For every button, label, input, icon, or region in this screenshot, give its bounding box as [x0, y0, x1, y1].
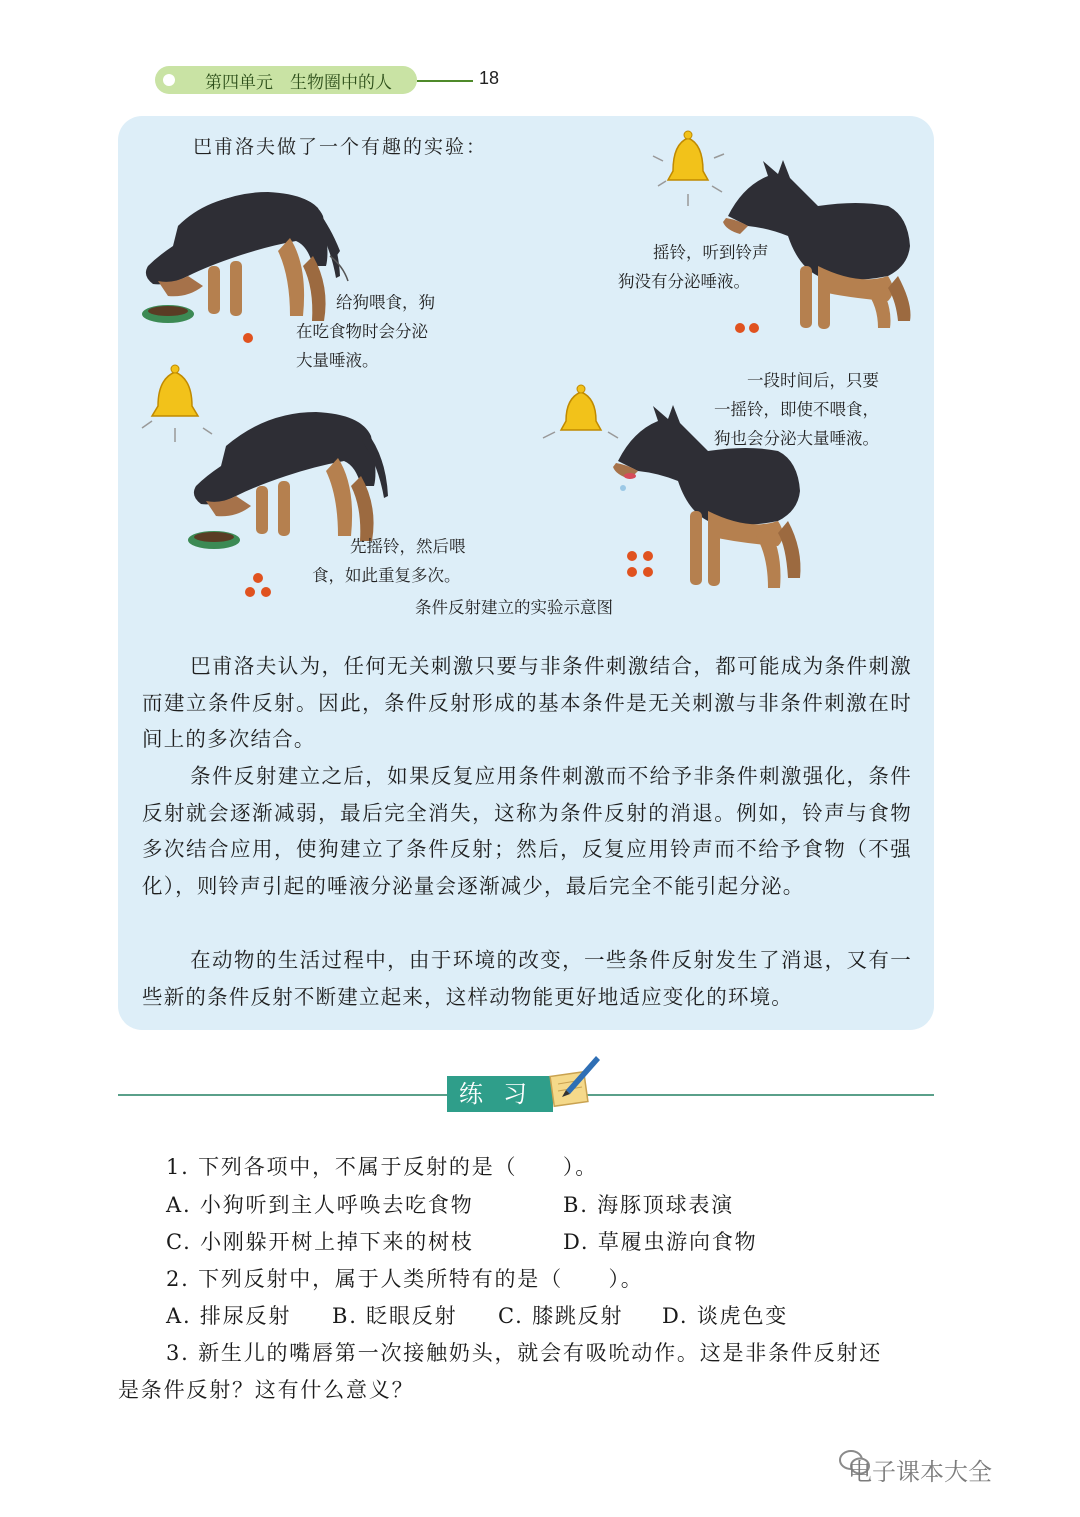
- question-1-option-a: A. 小狗听到主人呼唤去吃食物: [166, 1193, 474, 1217]
- question-2-option-c: C. 膝跳反射: [498, 1304, 624, 1328]
- caption-bell: [618, 238, 769, 296]
- intro-text: 巴甫洛夫做了一个有趣的实验：: [193, 136, 488, 158]
- experiment-box: [118, 116, 934, 1030]
- header-unit-title: 第四单元 生物圈中的人: [205, 73, 392, 93]
- page-number: 18: [479, 68, 500, 88]
- caption-after-line1: 一段时间后，只要: [747, 371, 879, 390]
- paragraph-2-text: 条件反射建立之后，如果反复应用条件刺激而不给予非条件刺激强化，条件反射就会逐渐减弱，最后完全消失，这称为条件反射的消退。例如，铃声与食物多次结合应用，使狗建立了条件反射；然后，反复应用铃声而不给予食物（不强化），则铃声引起的唾液分泌量会逐渐减少，最后完全不能引起分泌。: [142, 764, 912, 898]
- bell-icon-2: [142, 365, 212, 442]
- watermark-text: 电子课本大全: [848, 1458, 992, 1486]
- caption-after-line3: 狗也会分泌大量唾液。: [714, 429, 879, 448]
- saliva-dots-panel2: [734, 322, 774, 342]
- caption-feed-line2: 在吃食物时会分泌: [296, 322, 428, 341]
- question-3-line2: 是条件反射？这有什么意义？: [118, 1378, 415, 1402]
- question-2-option-d: D. 谈虎色变: [662, 1304, 789, 1328]
- question-1-option-c: C. 小刚躲开树上掉下来的树枝: [166, 1230, 474, 1254]
- saliva-dots-panel1: [242, 332, 262, 352]
- pen-notebook-icon: [544, 1050, 604, 1110]
- bell-icon-1: [653, 131, 724, 206]
- caption-after-line2: 一摇铃，即使不喂食，: [714, 400, 879, 419]
- saliva-dots-panel4: [626, 550, 666, 590]
- paragraph-1: [142, 648, 912, 758]
- exercise-title: 练习: [447, 1076, 553, 1112]
- paragraph-3: [142, 942, 912, 1015]
- caption-both: [312, 532, 466, 590]
- saliva-dots-panel3: [242, 572, 282, 612]
- caption-feed-line3: 大量唾液。: [296, 351, 379, 370]
- caption-both-line2: 食，如此重复多次。: [312, 566, 461, 585]
- question-1-option-d: D. 草履虫游向食物: [563, 1230, 758, 1254]
- caption-feed-line1: 给狗喂食，狗: [336, 293, 435, 312]
- paragraph-2: [142, 758, 912, 904]
- paragraph-3-text: 在动物的生活过程中，由于环境的改变，一些条件反射发生了消退，又有一些新的条件反射不断建立起来，这样动物能更好地适应变化的环境。: [142, 948, 912, 1009]
- header-dot-icon: [163, 74, 175, 86]
- figure-caption: 条件反射建立的实验示意图: [415, 598, 613, 617]
- paragraph-1-text: 巴甫洛夫认为，任何无关刺激只要与非条件刺激结合，都可能成为条件刺激而建立条件反射。因此，条件反射形成的基本条件是无关刺激与非条件刺激在时间上的多次结合。: [142, 654, 912, 752]
- caption-bell-line2: 狗没有分泌唾液。: [618, 272, 750, 291]
- bell-icon-3: [543, 385, 618, 438]
- question-3-line1: 3. 新生儿的嘴唇第一次接触奶头，就会有吸吮动作。这是非条件反射还: [166, 1341, 883, 1365]
- question-2: 2. 下列反射中，属于人类所特有的是（ ）。: [166, 1267, 644, 1291]
- caption-bell-line1: 摇铃，听到铃声: [653, 243, 769, 262]
- question-1: 1. 下列各项中，不属于反射的是（ ）。: [166, 1155, 599, 1179]
- caption-after: [714, 366, 879, 453]
- header-divider: [417, 80, 473, 82]
- question-2-option-b: B. 眨眼反射: [332, 1304, 458, 1328]
- question-2-option-a: A. 排尿反射: [166, 1304, 292, 1328]
- dog-eating-icon-2: [188, 412, 388, 549]
- dog-eating-icon: [142, 192, 348, 323]
- question-1-option-b: B. 海豚顶球表演: [563, 1193, 734, 1217]
- caption-both-line1: 先摇铃，然后喂: [350, 537, 466, 556]
- caption-feed: [296, 288, 435, 375]
